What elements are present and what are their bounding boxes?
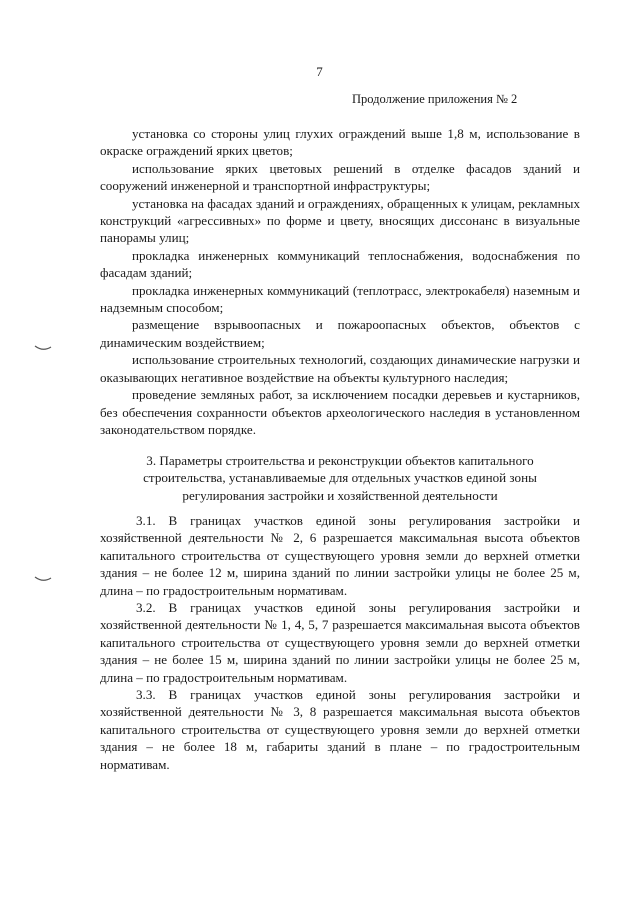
- restrictions-list: [100, 125, 580, 438]
- clause-paragraph: 3.2. В границах участков единой зоны регулирования застройки и хозяйственной деятельности № 1, 4, 5, 7 разрешается максимальная высота объектов капитального строительства от существующего уровня земли до верхней отметки здания – не более 15 м, ширина зданий по линии застройки улицы не более 25 м, длина – по градостроительным нормативам.: [100, 600, 580, 685]
- list-item: прокладка инженерных коммуникаций (теплотрасс, электрокабеля) наземным и надземным способом;: [100, 282, 580, 316]
- page-number: 7: [316, 64, 323, 79]
- list-item: установка со стороны улиц глухих ограждений выше 1,8 м, использование в окраске ограждений ярких цветов;: [100, 126, 580, 159]
- list-item: использование строительных технологий, создающих динамические нагрузки и оказывающих негативное воздействие на объекты культурного наследия;: [100, 352, 580, 385]
- clause-paragraph: 3.1. В границах участков единой зоны регулирования застройки и хозяйственной деятельности № 2, 6 разрешается максимальная высота объектов капитального строительства от существующего уровня земли до верхней отметки здания – не более 12 м, ширина зданий по линии застройки улицы не более 25 м, длина – по градостроительным нормативам.: [100, 513, 580, 598]
- section-heading-line: 3. Параметры строительства и реконструкции объектов капитального: [146, 453, 534, 468]
- list-item: прокладка инженерных коммуникаций теплоснабжения, водоснабжения по фасадам зданий;: [100, 247, 580, 281]
- list-item: использование ярких цветовых решений в отделке фасадов зданий и сооружений инженерной и транспортной инфраструктуры;: [100, 160, 580, 194]
- section-heading-line: регулирования застройки и хозяйственной деятельности: [182, 487, 498, 503]
- scan-mark-icon: [34, 575, 52, 583]
- appendix-label: Продолжение приложения № 2: [352, 92, 518, 106]
- section-heading: [100, 452, 580, 504]
- list-item: установка на фасадах зданий и ограждениях, обращенных к улицам, рекламных конструкций «агрессивных» по форме и цвету, вносящих диссонанс в визуальные панорамы улиц;: [100, 195, 580, 246]
- clause-paragraph: 3.3. В границах участков единой зоны регулирования застройки и хозяйственной деятельности № 3, 8 разрешается максимальная высота объектов капитального строительства от существующего уровня земли до верхней отметки здания – не более 18 м, габариты зданий в плане – по градостроительным нормативам.: [100, 687, 580, 772]
- section-heading-line: строительства, устанавливаемые для отдельных участков единой зоны: [143, 470, 537, 486]
- list-item: размещение взрывоопасных и пожароопасных объектов, объектов с динамическим воздействием;: [100, 317, 580, 350]
- list-item: проведение земляных работ, за исключением посадки деревьев и кустарников, без обеспечения сохранности объектов археологического наследия в установленном законодательством порядке.: [100, 387, 580, 437]
- section-clauses: [100, 512, 580, 773]
- scan-mark-icon: [34, 344, 52, 352]
